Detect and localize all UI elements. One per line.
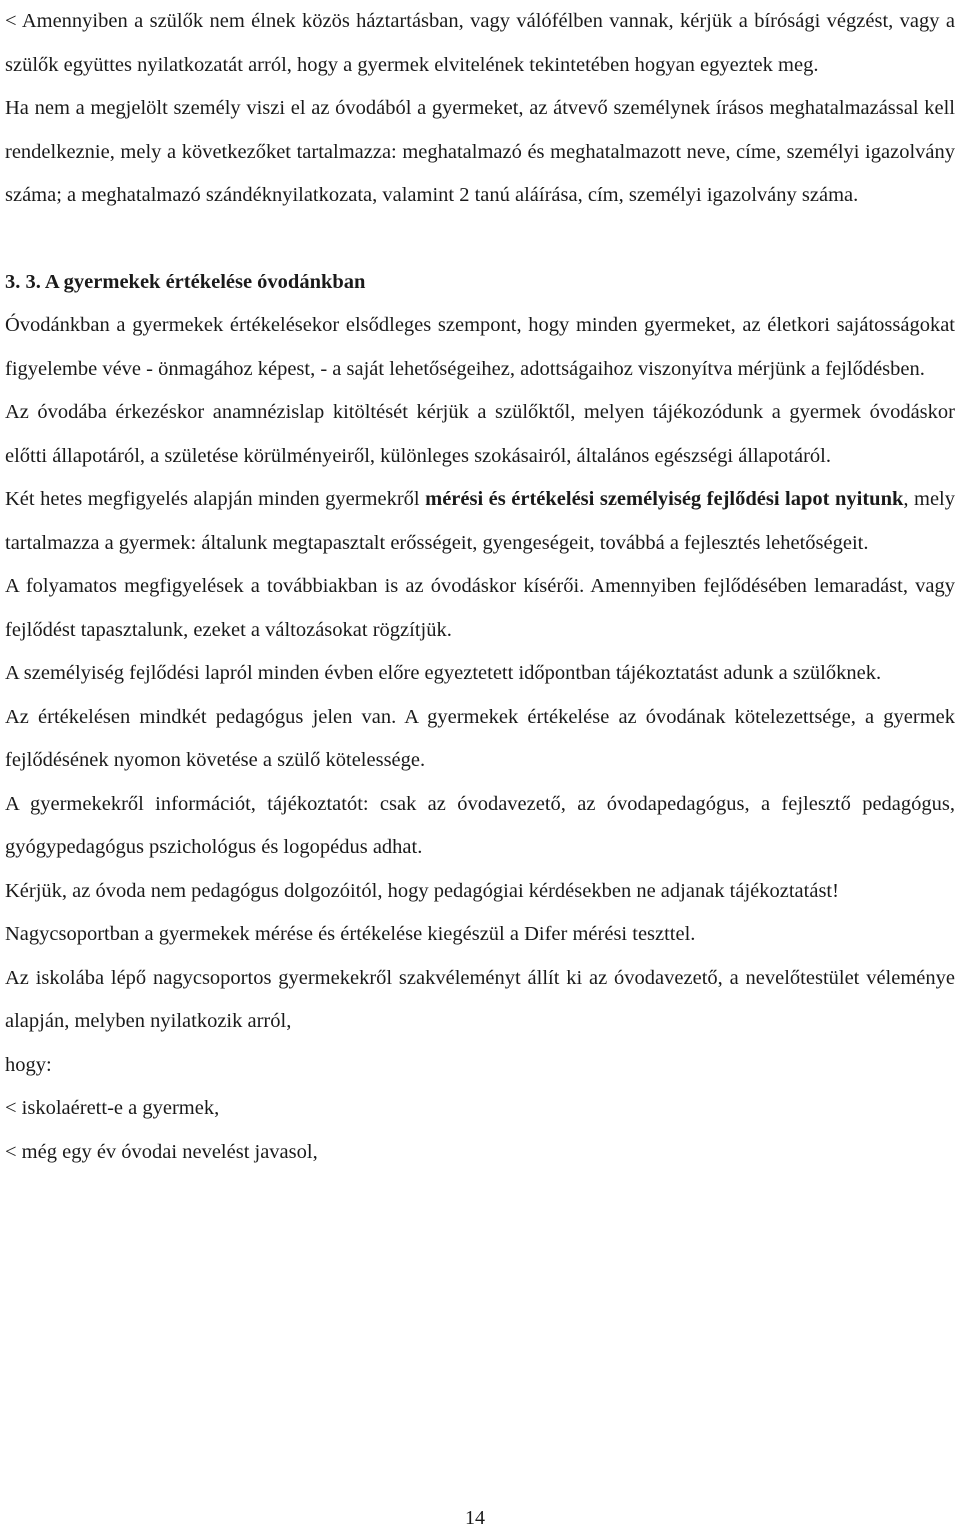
paragraph-difer: Nagycsoportban a gyermekek mérése és értékelése kiegészül a Difer mérési teszttel. [5, 923, 696, 945]
section-heading: 3. 3. A gyermekek értékelése óvodánkban [5, 270, 366, 293]
paragraph-annual-info: A személyiség fejlődési lapról minden évben előre egyeztetett időpontban tájékoztatást adunk a szülőknek. [5, 662, 882, 684]
paragraph-parental-custody: < Amennyiben a szülők nem élnek közös háztartásban, vagy válófélben vannak, kérjük a bírósági végzést, vagy a szülők együttes nyilatkozatát arról, hogy a gyermek elvitelének tekintetében hogyan egyeztek meg. [5, 10, 955, 76]
paragraph-anamnesis: Az óvodába érkezéskor anamnézislap kitöltését kérjük a szülőktől, melyen tájékozódunk a gyermek óvodáskor előtti állapotáról, a születése körülményeiről, különleges szokásairól, általános egészségi állapotáról. [5, 401, 955, 467]
paragraph-hogy: hogy: [5, 1053, 52, 1076]
paragraph-observation [5, 478, 955, 565]
paragraph-staff-request: Kérjük, az óvoda nem pedagógus dolgozóitól, hogy pedagógiai kérdésekben ne adjanak tájékoztatást! [5, 879, 839, 902]
observation-text-bold: mérési és értékelési személyiség fejlődési lapot nyitunk [425, 488, 904, 510]
paragraph-school-readiness: Az iskolába lépő nagycsoportos gyermekekről szakvéleményt állít ki az óvodavezető, a nevelőtestület véleménye alapján, melyben nyilatkozik arról, [5, 966, 955, 1032]
spacer [5, 218, 955, 261]
paragraph-continuous-observation: A folyamatos megfigyelések a továbbiakban is az óvodáskor kísérői. Amennyiben fejlődésében lemaradást, vagy fejlődést tapasztalunk, ezeket a változásokat rögzítjük. [5, 575, 955, 641]
observation-text-start: Két hetes megfigyelés alapján minden gyermekről [5, 488, 426, 510]
document-page [5, 0, 955, 1537]
list-item: < még egy év óvodai nevelést javasol, [5, 1140, 318, 1163]
paragraph-evaluation-principle: Óvodánkban a gyermekek értékelésekor elsődleges szempont, hogy minden gyermeket, az életkori sajátosságokat figyelembe véve - önmagához képest, - a saját lehetőségeihez, adottságaihoz viszonyítva mérjünk a fejlődésben. [5, 314, 955, 380]
paragraph-evaluation-presence: Az értékelésen mindkét pedagógus jelen van. A gyermekek értékelése az óvodának kötelezettsége, a gyermek fejlődésének nyomon követése a szülő kötelessége. [5, 705, 955, 771]
observation-text-end: , mely tartalmazza a gyermek: általunk megtapasztalt erősségeit, gyengeségeit, továbbá a fejlesztés lehetőségeit. [5, 488, 955, 554]
paragraph-authorization: Ha nem a megjelölt személy viszi el az óvodából a gyermeket, az átvevő személynek írásos meghatalmazással kell rendelkeznie, mely a következőket tartalmazza: meghatalmazó és meghatalmazott neve, címe, személyi igazolvány száma; a meghatalmazó szándéknyilatkozata, valamint 2 tanú aláírása, cím, személyi igazolvány száma. [5, 97, 955, 206]
page-number: 14 [465, 1507, 485, 1529]
paragraph-information-sources: A gyermekekről információt, tájékoztatót: csak az óvodavezető, az óvodapedagógus, a fejlesztő pedagógus, gyógypedagógus pszichológus és logopédus adhat. [5, 792, 955, 858]
list-item: < iskolaérett-e a gyermek, [5, 1097, 220, 1119]
